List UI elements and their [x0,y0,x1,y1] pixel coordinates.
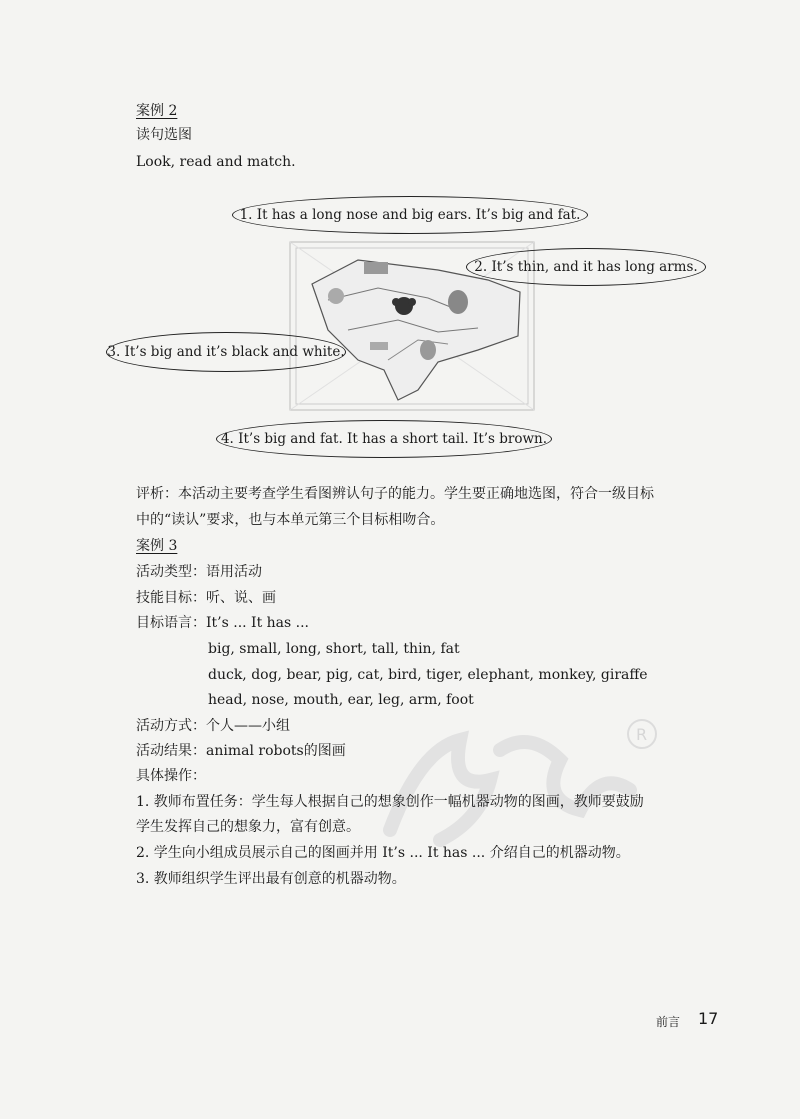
svg-text:R: R [636,725,648,744]
vocab-adjectives: big, small, long, short, tall, thin, fat [208,641,460,657]
sentence-oval-4: 4. It’s big and fat. It has a short tail. It’s brown. [216,420,552,458]
step-1-line-1: 1. 教师布置任务：学生每人根据自己的想象创作一幅机器动物的图画，教师要鼓励 [136,794,644,810]
activity-result-value: animal robots的图画 [206,743,346,759]
step-1-line-2: 学生发挥自己的想象力，富有创意。 [136,819,360,835]
sentence-oval-2: 2. It’s thin, and it has long arms. [466,248,706,286]
case2-heading: 案例 2 [136,103,178,119]
vocab-body: head, nose, mouth, ear, leg, arm, foot [208,692,474,708]
target-language-label: 目标语言： [136,615,206,631]
step-3: 3. 教师组织学生评出最有创意的机器动物。 [136,871,406,887]
activity-mode: 活动方式：个人——小组 [136,718,290,734]
activity-type: 活动类型：语用活动 [136,564,262,580]
footer-section: 前言 [656,1015,681,1029]
page-number: 17 [698,1009,719,1028]
case3-heading: 案例 3 [136,538,178,554]
skill-goals: 技能目标：听、说、画 [136,590,276,606]
activity-result-row [136,741,346,761]
publisher-watermark-logo [380,710,660,860]
target-language-row [136,613,309,633]
case2-instruction: Look, read and match. [136,154,296,170]
commentary-line-1: 评析：本活动主要考查学生看图辨认句子的能力。学生要正确地选图，符合一级目标 [136,486,654,502]
target-language: It’s ... It has ... [206,615,309,631]
steps-label: 具体操作： [136,768,206,784]
case2-title: 读句选图 [136,127,192,143]
step-2: 2. 学生向小组成员展示自己的图画并用 It’s ... It has ... 介绍自己的机器动物。 [136,845,630,861]
activity-result-label: 活动结果： [136,743,206,759]
commentary-line-2: 中的“读认”要求，也与本单元第三个目标相吻合。 [136,512,445,528]
sentence-oval-3: 3. It’s big and it’s black and white. [106,332,346,372]
sentence-oval-1: 1. It has a long nose and big ears. It’s big and fat. [232,196,588,234]
vocab-animals: duck, dog, bear, pig, cat, bird, tiger, elephant, monkey, giraffe [208,667,648,683]
